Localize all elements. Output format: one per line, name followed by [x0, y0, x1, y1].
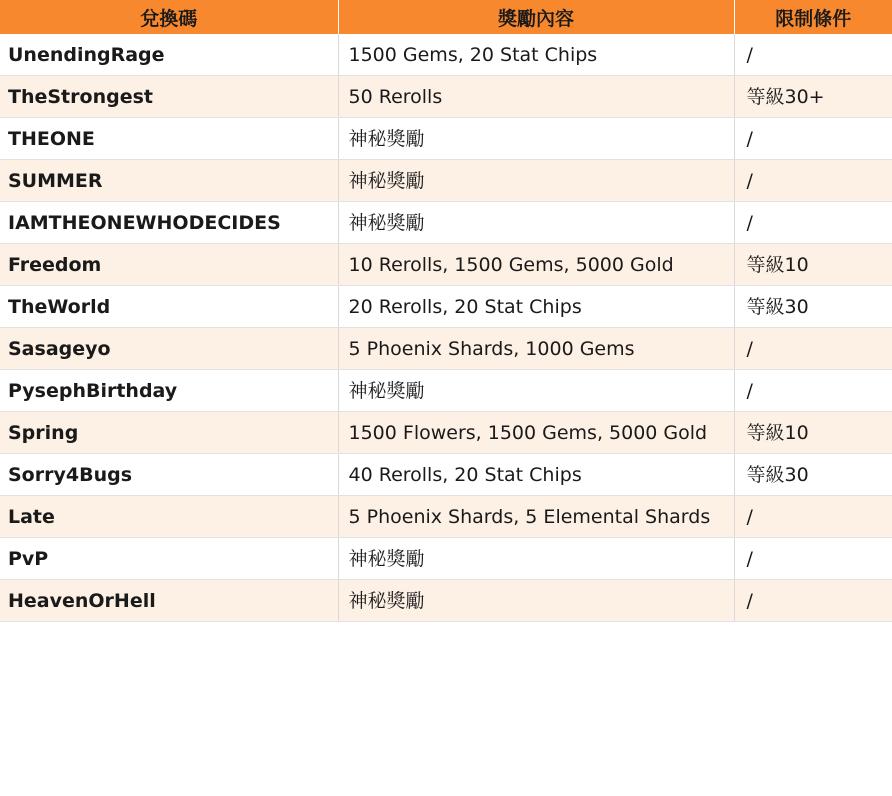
code-cell: Sasageyo: [0, 328, 338, 370]
condition-cell: /: [734, 160, 892, 202]
code-cell: Late: [0, 496, 338, 538]
reward-cell: 5 Phoenix Shards, 1000 Gems: [338, 328, 734, 370]
code-cell: HeavenOrHell: [0, 580, 338, 622]
code-cell: Spring: [0, 412, 338, 454]
condition-cell: /: [734, 34, 892, 76]
condition-cell: /: [734, 370, 892, 412]
table-row: [0, 538, 892, 580]
reward-cell: 神秘獎勵: [338, 370, 734, 412]
condition-cell: /: [734, 328, 892, 370]
condition-cell: /: [734, 118, 892, 160]
reward-cell: 神秘獎勵: [338, 538, 734, 580]
code-cell: PvP: [0, 538, 338, 580]
table-row: [0, 160, 892, 202]
table-row: [0, 202, 892, 244]
header-code: 兌換碼: [0, 0, 338, 34]
condition-cell: 等級10: [734, 412, 892, 454]
code-cell: UnendingRage: [0, 34, 338, 76]
table-row: [0, 76, 892, 118]
table-row: [0, 580, 892, 622]
header-row: [0, 0, 892, 34]
condition-cell: 等級30+: [734, 76, 892, 118]
table-row: [0, 34, 892, 76]
code-cell: THEONE: [0, 118, 338, 160]
header-condition: 限制條件: [734, 0, 892, 34]
table-row: [0, 412, 892, 454]
reward-cell: 50 Rerolls: [338, 76, 734, 118]
reward-cell: 40 Rerolls, 20 Stat Chips: [338, 454, 734, 496]
reward-cell: 10 Rerolls, 1500 Gems, 5000 Gold: [338, 244, 734, 286]
code-cell: SUMMER: [0, 160, 338, 202]
reward-cell: 1500 Flowers, 1500 Gems, 5000 Gold: [338, 412, 734, 454]
reward-cell: 神秘獎勵: [338, 160, 734, 202]
code-cell: PysephBirthday: [0, 370, 338, 412]
condition-cell: /: [734, 538, 892, 580]
table-row: [0, 286, 892, 328]
table-row: [0, 496, 892, 538]
table-row: [0, 118, 892, 160]
table-body: [0, 34, 892, 622]
condition-cell: /: [734, 496, 892, 538]
condition-cell: /: [734, 202, 892, 244]
code-cell: TheWorld: [0, 286, 338, 328]
reward-cell: 20 Rerolls, 20 Stat Chips: [338, 286, 734, 328]
condition-cell: /: [734, 580, 892, 622]
code-cell: Freedom: [0, 244, 338, 286]
code-cell: IAMTHEONEWHODECIDES: [0, 202, 338, 244]
code-cell: TheStrongest: [0, 76, 338, 118]
table-row: [0, 454, 892, 496]
condition-cell: 等級10: [734, 244, 892, 286]
condition-cell: 等級30: [734, 454, 892, 496]
header-reward: 獎勵內容: [338, 0, 734, 34]
code-cell: Sorry4Bugs: [0, 454, 338, 496]
reward-cell: 5 Phoenix Shards, 5 Elemental Shards: [338, 496, 734, 538]
reward-cell: 神秘獎勵: [338, 202, 734, 244]
reward-cell: 神秘獎勵: [338, 118, 734, 160]
condition-cell: 等級30: [734, 286, 892, 328]
reward-cell: 神秘獎勵: [338, 580, 734, 622]
reward-cell: 1500 Gems, 20 Stat Chips: [338, 34, 734, 76]
table-row: [0, 370, 892, 412]
table-row: [0, 244, 892, 286]
table-row: [0, 328, 892, 370]
table-header: [0, 0, 892, 34]
